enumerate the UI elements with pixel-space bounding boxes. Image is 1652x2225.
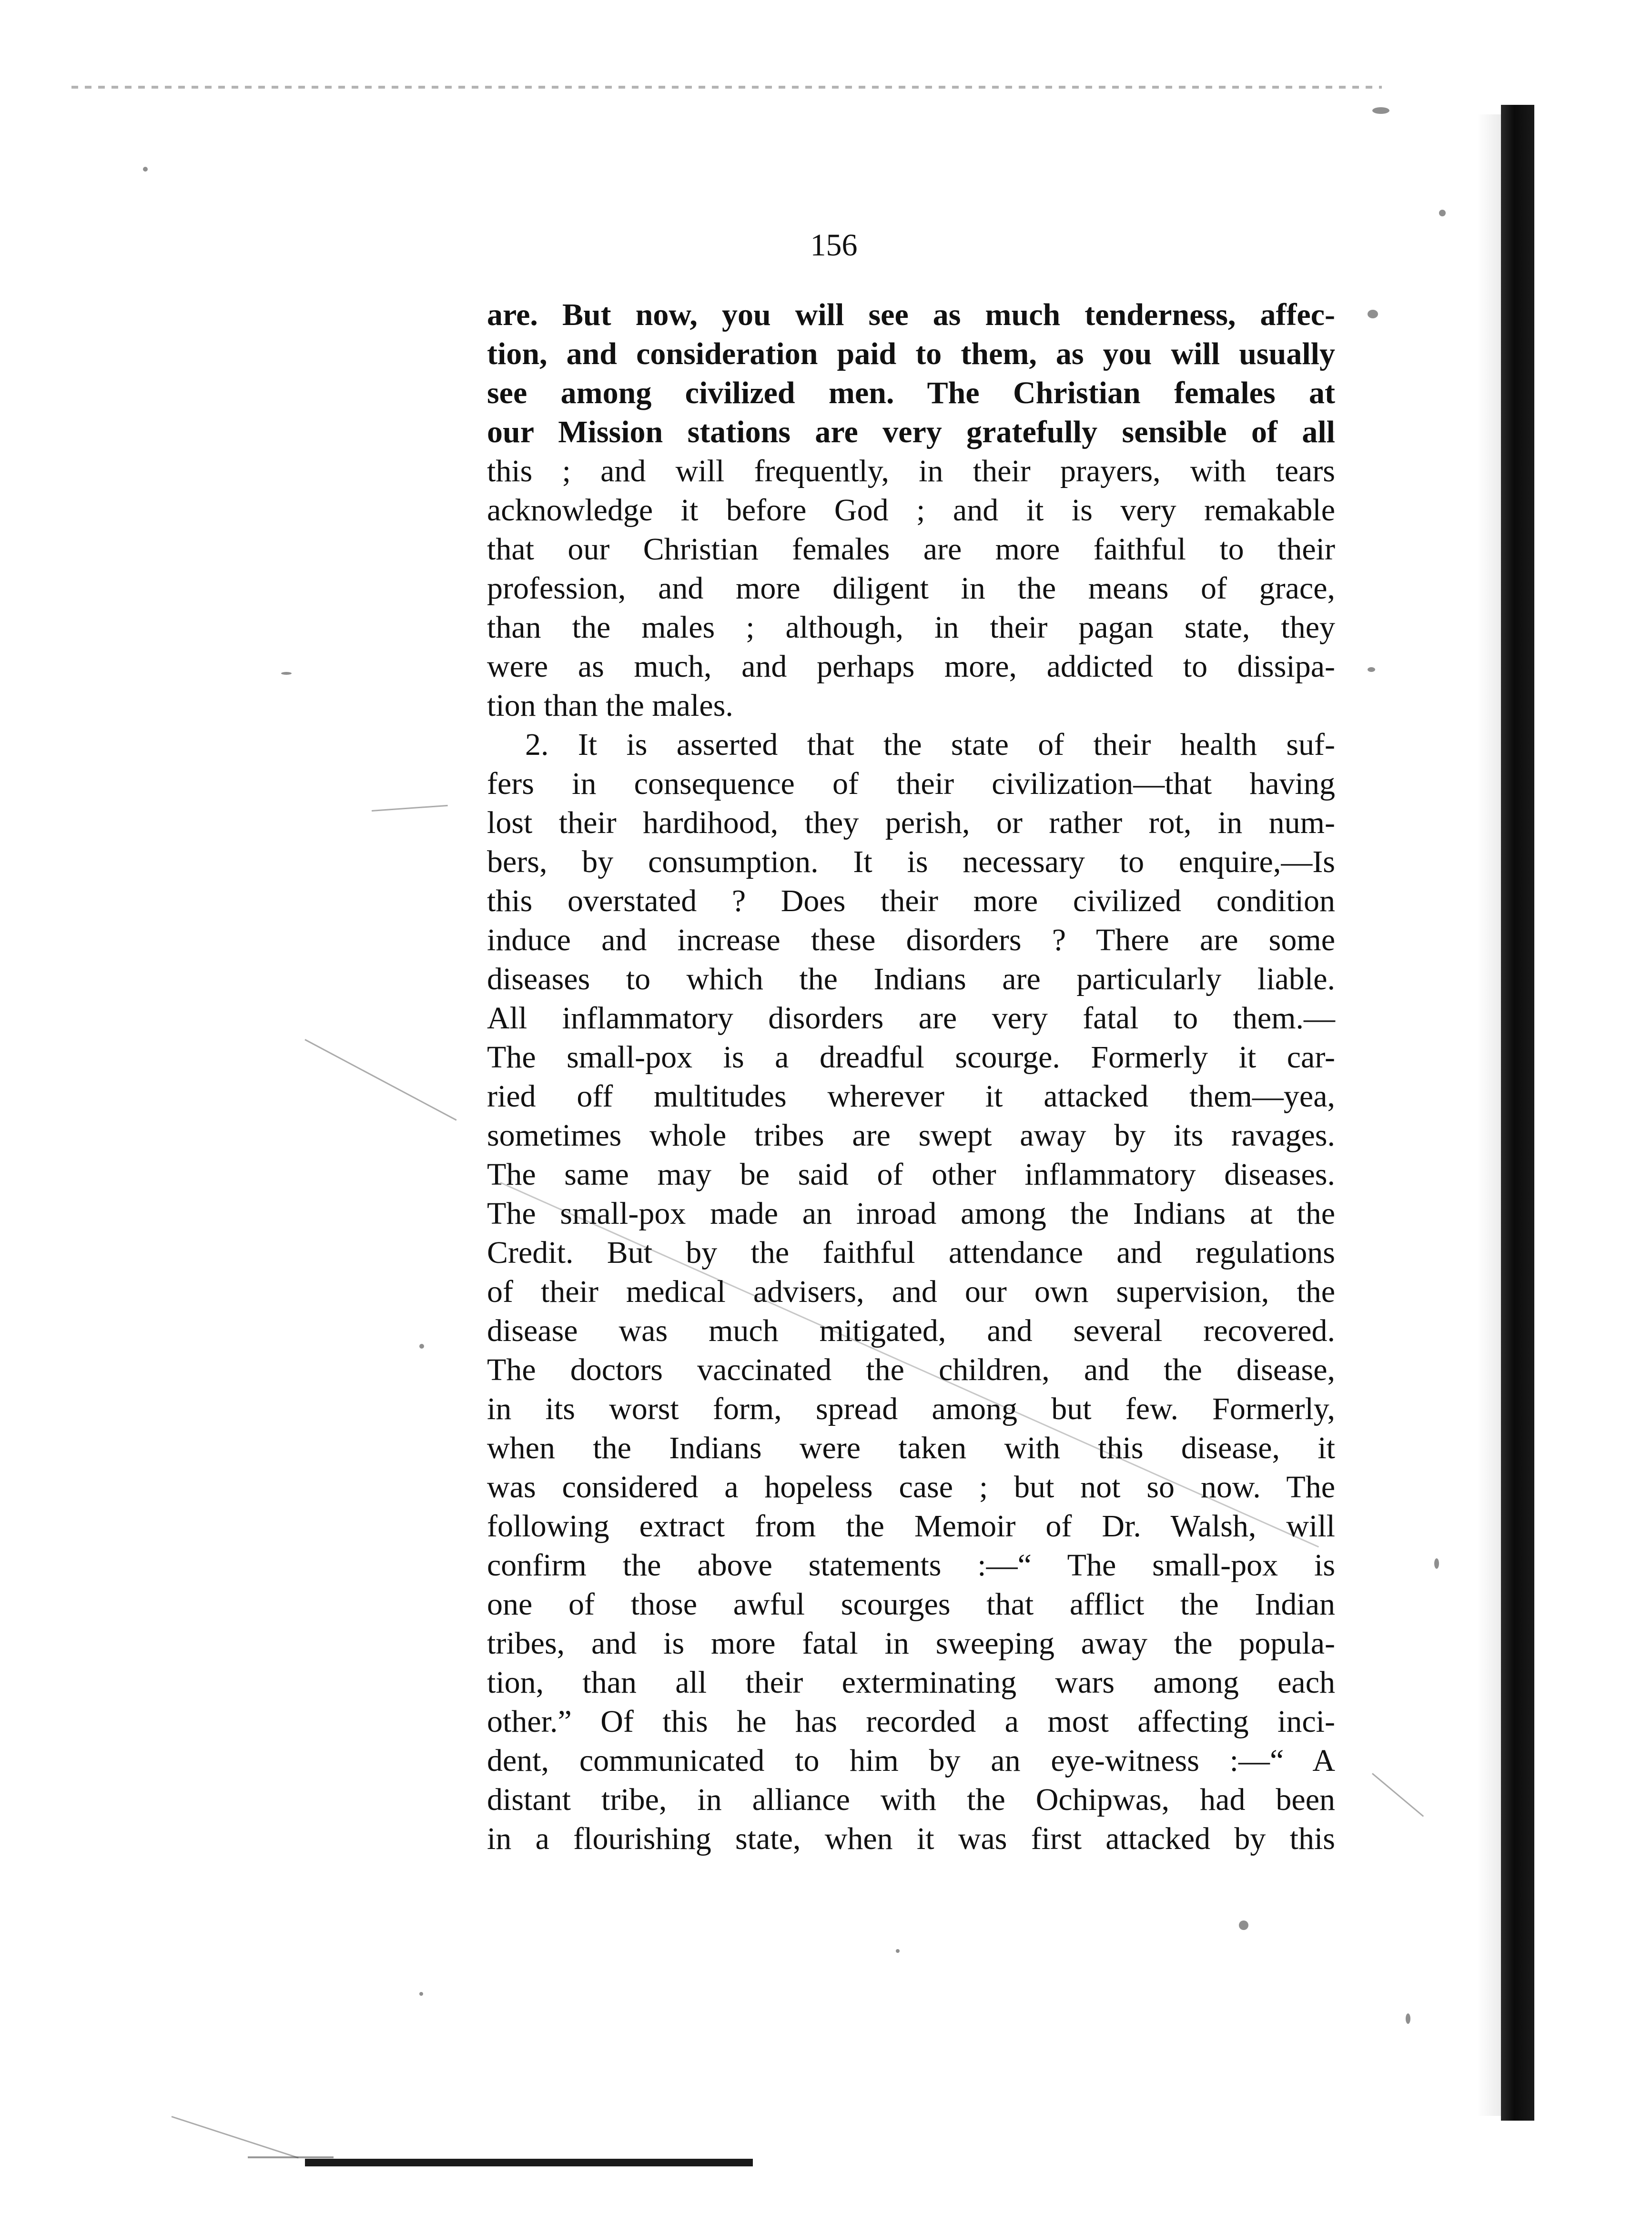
text-line: Credit. But by the faithful attendance and regulations	[487, 1235, 1335, 1270]
scan-speck	[143, 167, 148, 172]
scan-speck	[1372, 107, 1389, 114]
scan-scratch	[304, 1039, 456, 1121]
text-line: induce and increase these disorders ? There are some	[487, 923, 1335, 957]
text-line: following extract from the Memoir of Dr. Walsh, will	[487, 1509, 1335, 1544]
text-line: ried off multitudes wherever it attacked them—yea,	[487, 1079, 1335, 1114]
text-line: see among civilized men. The Christian females at	[487, 376, 1335, 410]
scan-scratch	[372, 805, 448, 812]
text-line: sometimes whole tribes are swept away by its ravages.	[487, 1118, 1335, 1153]
scan-speck	[419, 1992, 423, 1996]
text-line: lost their hardihood, they perish, or rather rot, in num-	[487, 805, 1335, 840]
text-line: 2. It is asserted that the state of their health suf-	[525, 727, 1335, 762]
text-line: profession, and more diligent in the means of grace,	[487, 571, 1335, 606]
scan-speck	[1368, 310, 1378, 318]
text-line: one of those awful scourges that afflict the Indian	[487, 1587, 1335, 1622]
text-line: were as much, and perhaps more, addicted to dissipa-	[487, 649, 1335, 684]
text-line: than the males ; although, in their pagan state, they	[487, 610, 1335, 645]
text-line: tion than the males.	[487, 688, 733, 723]
scan-speck	[1368, 667, 1375, 672]
text-line: dent, communicated to him by an eye-witness :—“ A	[487, 1743, 1335, 1778]
scan-speck	[1239, 1920, 1248, 1930]
text-line: The same may be said of other inflammatory diseases.	[487, 1157, 1335, 1192]
scan-scratch	[172, 2116, 299, 2158]
page-number: 156	[810, 228, 858, 263]
text-line: All inflammatory disorders are very fatal to them.—	[487, 1001, 1335, 1036]
text-line: in its worst form, spread among but few. Formerly,	[487, 1392, 1335, 1426]
body-text	[487, 295, 1335, 1859]
text-line: in a flourishing state, when it was first attacked by this	[487, 1821, 1335, 1856]
scan-speck	[281, 672, 292, 675]
text-line: The small-pox made an inroad among the Indians at the	[487, 1196, 1335, 1231]
bottom-edge-scan-artifact-thin	[248, 2156, 334, 2158]
text-line: acknowledge it before God ; and it is very remakable	[487, 493, 1335, 528]
text-line: diseases to which the Indians are particularly liable.	[487, 962, 1335, 996]
text-line: are. But now, you will see as much tenderness, affec-	[487, 297, 1335, 332]
text-line: that our Christian females are more faithful to their	[487, 532, 1335, 567]
text-line: when the Indians were taken with this disease, it	[487, 1431, 1335, 1465]
scan-scratch	[1372, 1773, 1424, 1817]
text-line: The doctors vaccinated the children, and the disease,	[487, 1352, 1335, 1387]
text-line: other.” Of this he has recorded a most affecting inci-	[487, 1704, 1335, 1739]
text-line: tribes, and is more fatal in sweeping away the popula-	[487, 1626, 1335, 1661]
scan-speck	[419, 1344, 424, 1349]
binding-shadow	[1477, 114, 1501, 2116]
text-line: this ; and will frequently, in their prayers, with tears	[487, 454, 1335, 488]
text-line: was considered a hopeless case ; but not so now. The	[487, 1470, 1335, 1504]
text-line: tion, and consideration paid to them, as you will usually	[487, 336, 1335, 371]
scan-speck	[896, 1949, 900, 1953]
text-line: disease was much mitigated, and several recovered.	[487, 1313, 1335, 1348]
binding-edge	[1501, 105, 1534, 2121]
bottom-edge-scan-artifact	[305, 2159, 753, 2166]
text-line: tion, than all their exterminating wars among each	[487, 1665, 1335, 1700]
scan-speck	[1439, 210, 1446, 216]
top-edge-scan-artifact	[71, 86, 1382, 89]
text-line: of their medical advisers, and our own supervision, the	[487, 1274, 1335, 1309]
text-line: The small-pox is a dreadful scourge. Formerly it car-	[487, 1040, 1335, 1075]
text-line: bers, by consumption. It is necessary to enquire,—Is	[487, 844, 1335, 879]
text-line: distant tribe, in alliance with the Ochipwas, had been	[487, 1782, 1335, 1817]
scan-speck	[1406, 2013, 1410, 2024]
text-line: our Mission stations are very gratefully sensible of all	[487, 415, 1335, 449]
text-line: fers in consequence of their civilization—that having	[487, 766, 1335, 801]
text-line: confirm the above statements :—“ The small-pox is	[487, 1548, 1335, 1583]
scan-speck	[1434, 1558, 1439, 1569]
text-line: this overstated ? Does their more civilized condition	[487, 884, 1335, 918]
